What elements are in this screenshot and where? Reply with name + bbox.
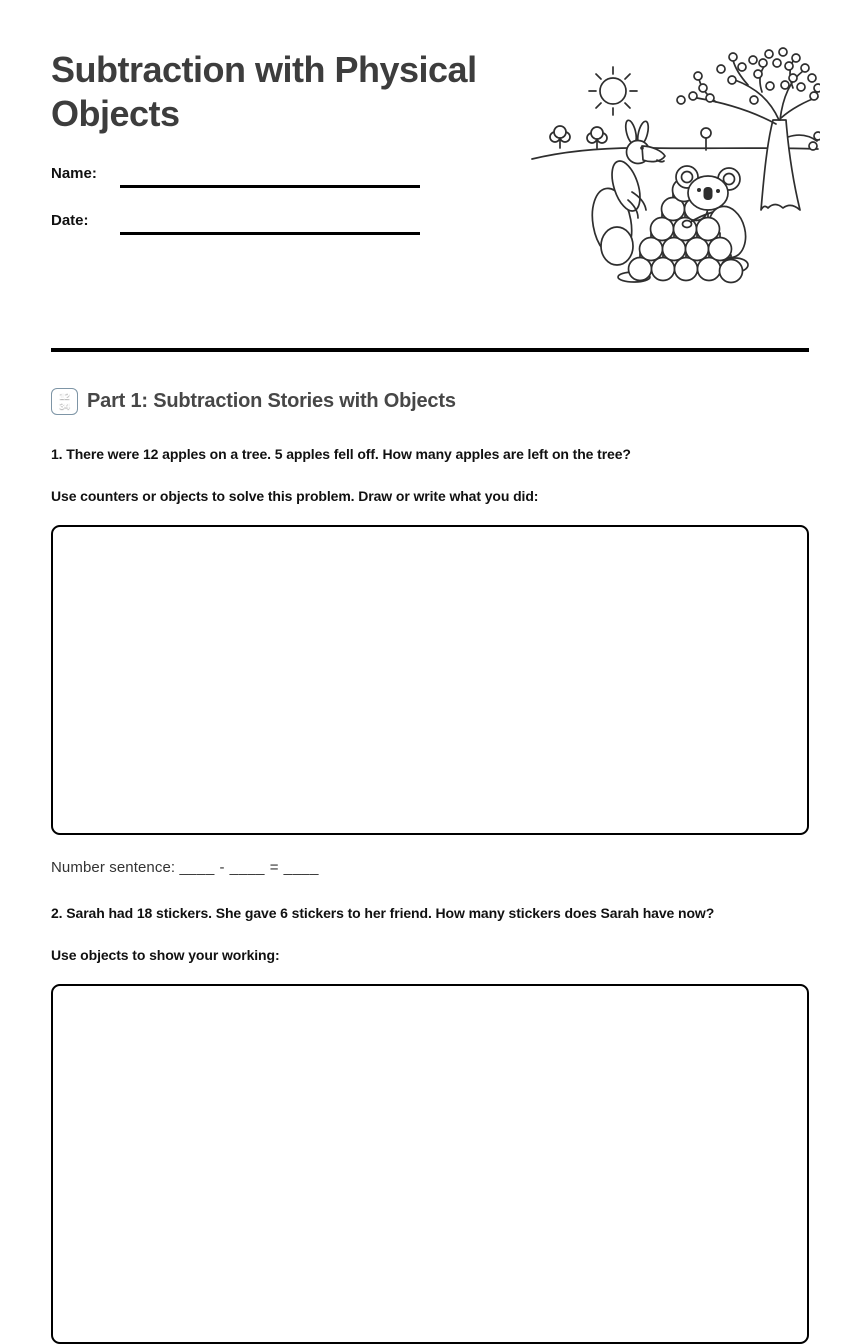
sun-icon — [589, 67, 637, 115]
name-field[interactable] — [120, 185, 420, 188]
question1-instruction: Use counters or objects to solve this problem. Draw or write what you did: — [51, 488, 539, 504]
question1-prompt: 1. There were 12 apples on a tree. 5 apples fell off. How many apples are left on the tree? — [51, 446, 631, 462]
emoji-digits-bottom: 34 — [59, 400, 70, 412]
name-label: Name: — [51, 165, 97, 182]
question2-instruction: Use objects to show your working: — [51, 947, 280, 963]
question2-drawing-box[interactable] — [51, 984, 809, 1344]
date-label: Date: — [51, 212, 89, 229]
number-sentence-line[interactable] — [51, 859, 319, 876]
bush-icon — [550, 126, 570, 148]
question2-prompt: 2. Sarah had 18 stickers. She gave 6 stickers to her friend. How many stickers does Sarah have now? — [51, 905, 715, 921]
emoji-digits-top: 12 — [59, 391, 70, 402]
date-field[interactable] — [120, 232, 420, 235]
number-sentence-label: Number sentence: — [51, 859, 176, 876]
kangaroo-koala-apples-illustration — [530, 40, 820, 292]
part1-title: Part 1: Subtraction Stories with Objects — [87, 390, 456, 412]
input-numbers-emoji-icon — [51, 388, 78, 415]
bush-icon — [587, 127, 607, 148]
question1-drawing-box[interactable] — [51, 525, 809, 835]
page-title: Subtraction with Physical Objects — [51, 49, 477, 134]
part1-heading-row — [51, 388, 791, 415]
number-sentence-blanks[interactable]: ____ - ____ = ____ — [179, 859, 319, 876]
sapling-icon — [701, 128, 711, 150]
section-divider — [51, 348, 809, 352]
